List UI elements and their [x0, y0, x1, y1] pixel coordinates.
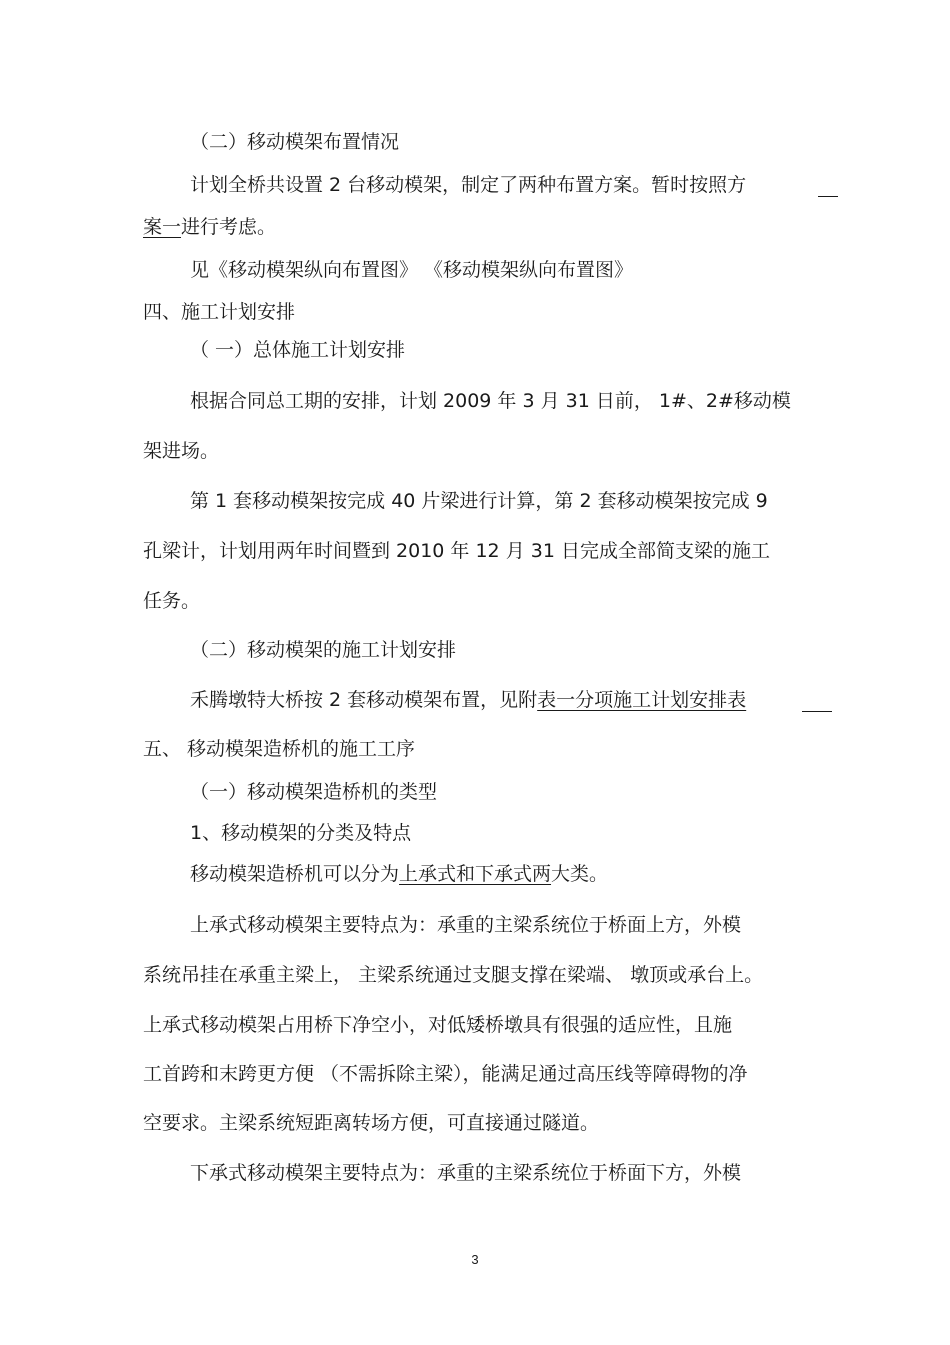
underlined-term: 上承式和下承式两: [399, 863, 552, 885]
paragraph-line: 系统吊挂在承重主梁上， 主梁系统通过支腿支撑在梁端、 墩顶或承台上。: [143, 964, 764, 986]
page-number: 3: [471, 1252, 479, 1267]
subsection-heading: 1、移动模架的分类及特点: [190, 822, 412, 844]
underlined-term: 表一分项施工计划安排表: [537, 689, 747, 711]
paragraph-line: 工首跨和末跨更方便 （不需拆除主梁），能满足通过高压线等障碍物的净: [143, 1063, 748, 1085]
paragraph-line: [190, 861, 608, 887]
chapter-heading: 四、施工计划安排: [143, 301, 296, 323]
paragraph-line: 上承式移动模架主要特点为：承重的主梁系统位于桥面上方，外模: [190, 914, 742, 936]
underline-blank: [802, 693, 832, 712]
section-heading: （一）移动模架造桥机的类型: [190, 781, 438, 803]
paragraph-line: [190, 172, 746, 198]
text-run: 大类。: [551, 863, 609, 885]
paragraph-line: 孔梁计，计划用两年时间暨到 2010 年 12 月 31 日完成全部简支梁的施工: [143, 540, 770, 562]
section-heading: （二）移动模架的施工计划安排: [190, 639, 457, 661]
figure-reference: 见《移动模架纵向布置图》 《移动模架纵向布置图》: [190, 259, 634, 281]
paragraph-line: [143, 214, 276, 240]
underline-blank: [818, 178, 838, 197]
paragraph-line: 空要求。主梁系统短距离转场方便，可直接通过隧道。: [143, 1112, 600, 1134]
chapter-heading: 五、 移动模架造桥机的施工工序: [143, 738, 416, 760]
text-run: 进行考虑。: [181, 216, 277, 238]
paragraph-line: 上承式移动模架占用桥下净空小，对低矮桥墩具有很强的适应性，且施: [143, 1014, 733, 1036]
underlined-term: 案一: [143, 216, 182, 238]
paragraph-line: 架进场。: [143, 440, 220, 462]
paragraph-line: 根据合同总工期的安排，计划 2009 年 3 月 31 日前， 1#、2#移动模: [190, 390, 791, 412]
paragraph-line: [190, 687, 746, 713]
paragraph-line: 下承式移动模架主要特点为：承重的主梁系统位于桥面下方，外模: [190, 1162, 742, 1184]
paragraph-line: 第 1 套移动模架按完成 40 片梁进行计算，第 2 套移动模架按完成 9: [190, 490, 768, 512]
section-heading-layout: （二）移动模架布置情况: [190, 131, 400, 153]
text-run: 禾腾墩特大桥按 2 套移动模架布置，见附: [190, 689, 538, 711]
text-run: 移动模架造桥机可以分为: [190, 863, 400, 885]
paragraph-line: 任务。: [143, 590, 201, 612]
text-run: 计划全桥共设置 2 台移动模架，制定了两种布置方案。暂时按照方: [190, 174, 747, 196]
section-heading: （ 一）总体施工计划安排: [190, 339, 406, 361]
